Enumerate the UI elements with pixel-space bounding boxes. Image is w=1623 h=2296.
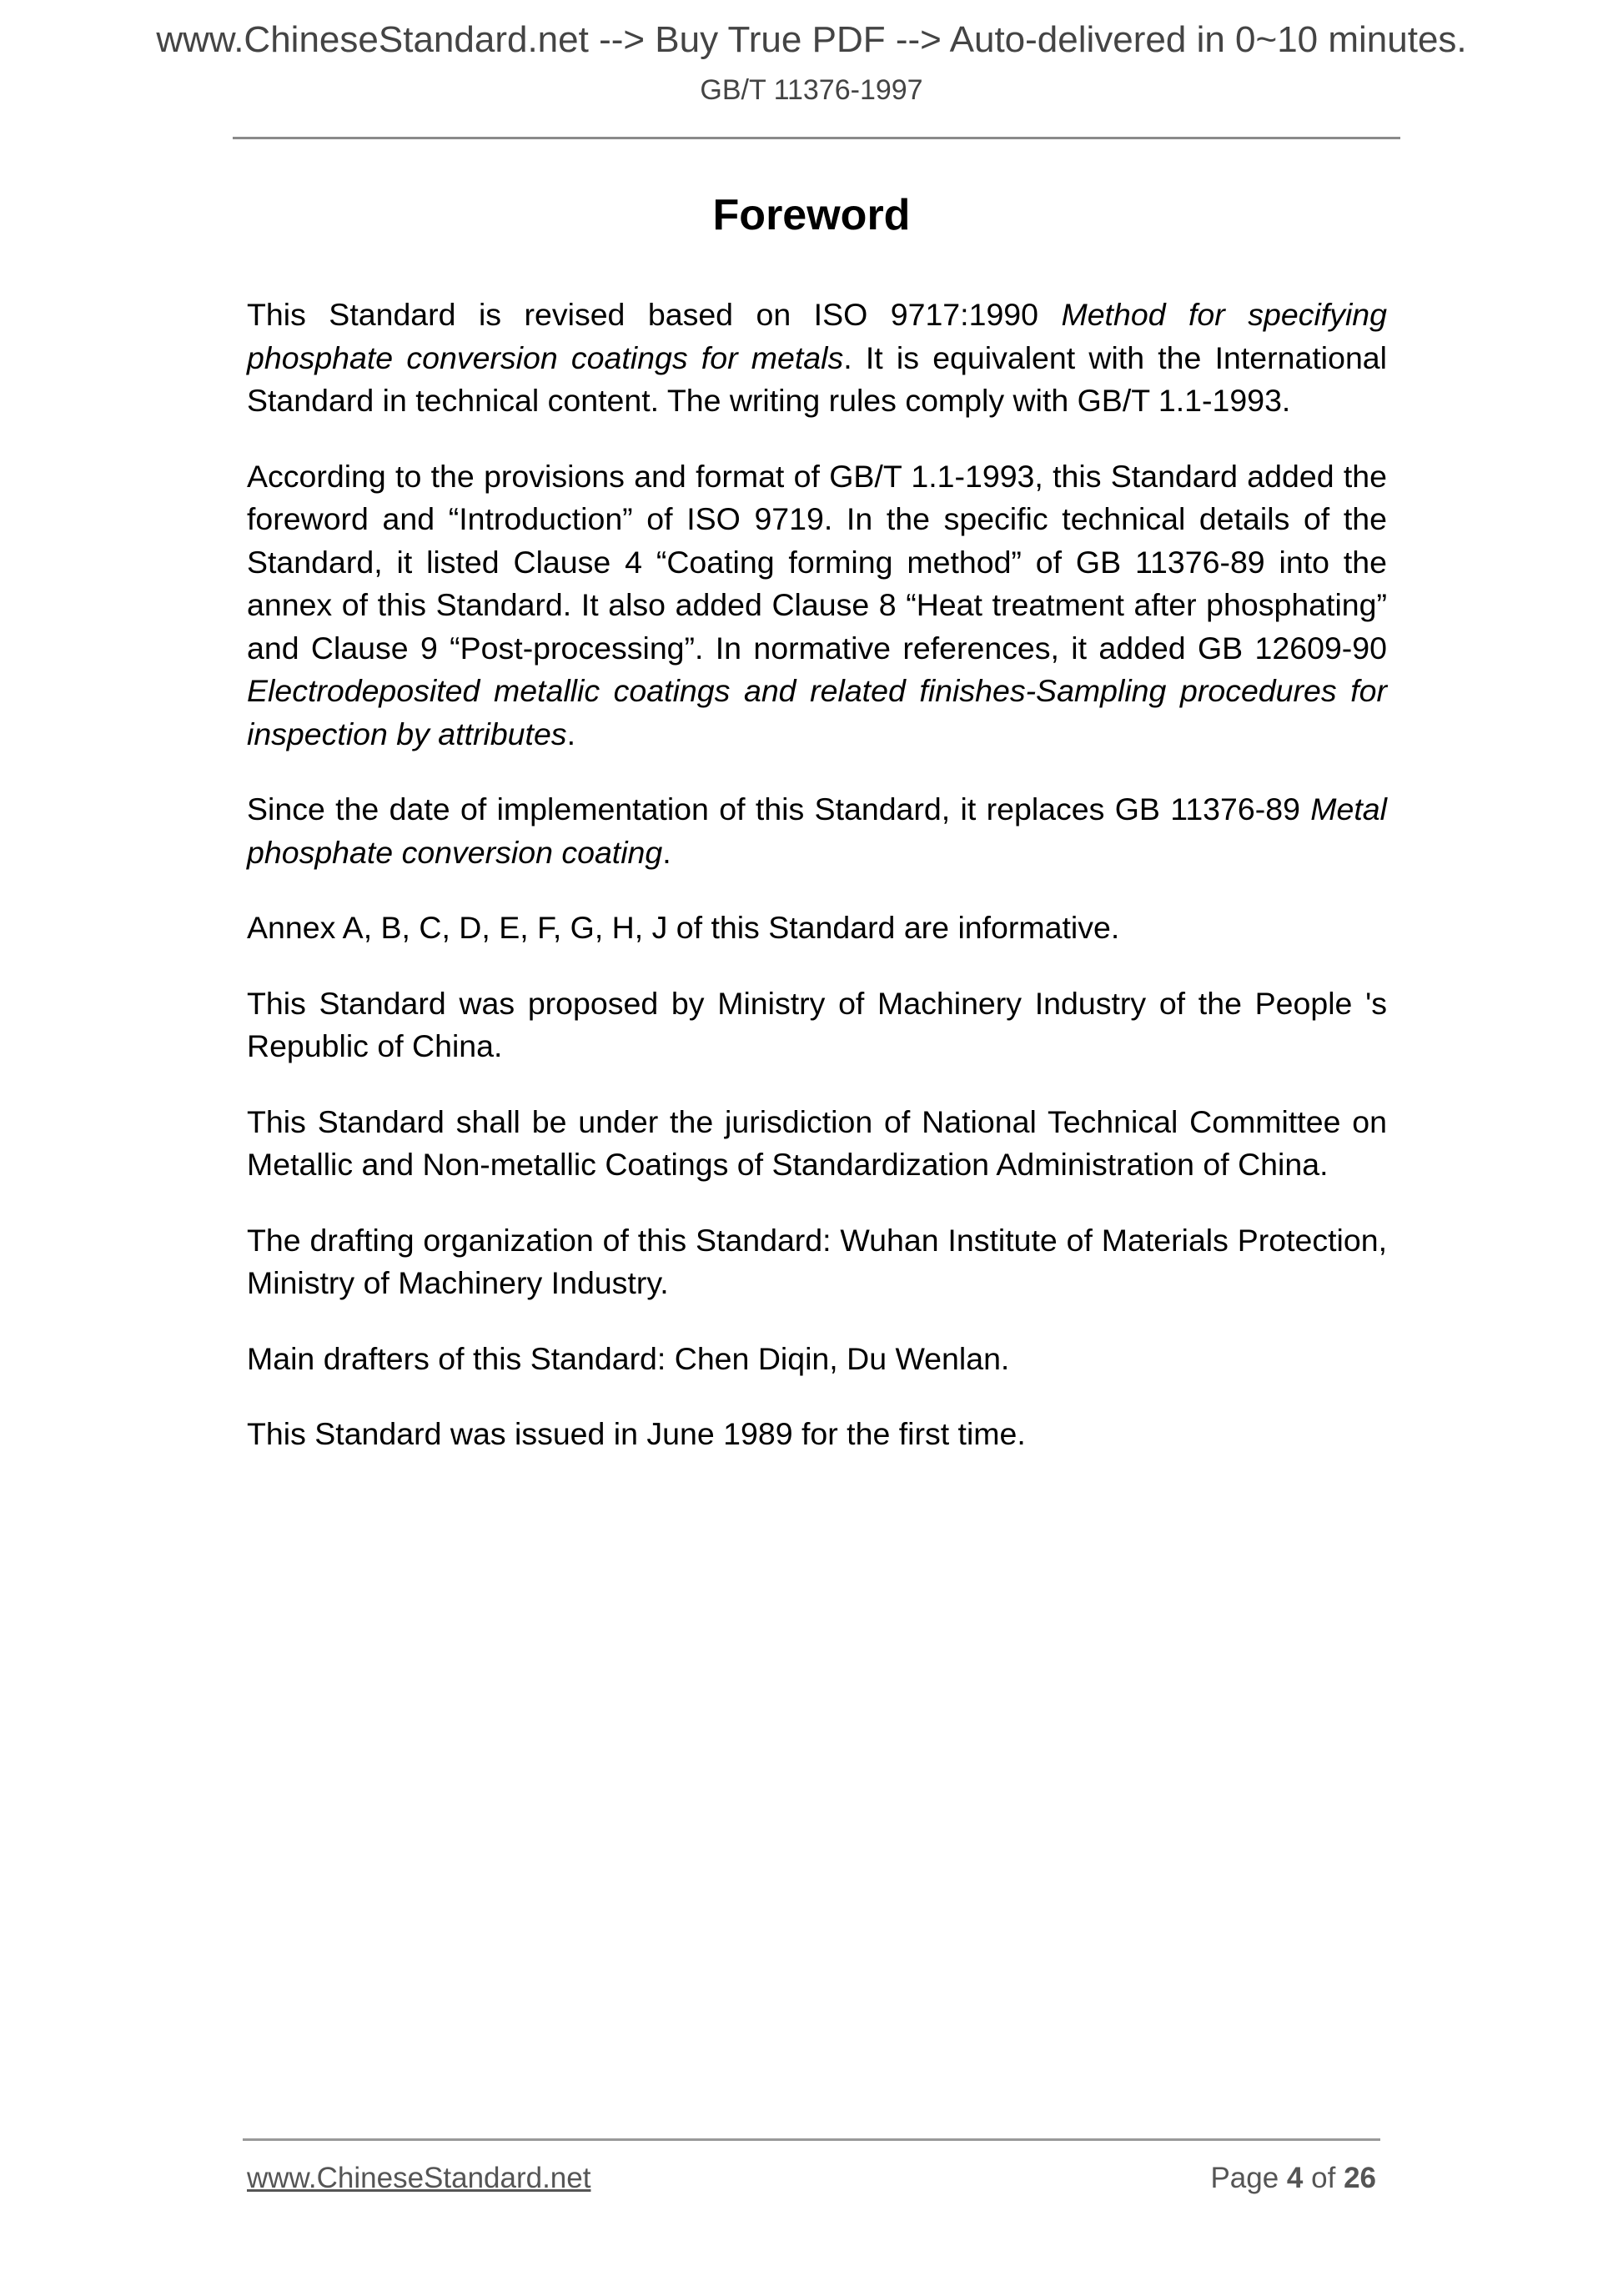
italic-title-text: Metal phosphate conversion coating [247, 791, 1387, 870]
paragraph-text: This Standard was issued in June 1989 for the first time. [247, 1416, 1026, 1451]
page-prefix: Page [1210, 2162, 1279, 2194]
paragraph [247, 455, 1387, 756]
paragraph-text: This Standard shall be under the jurisdiction of National Technical Committee on Metallic and Non-metallic Coatings of Standardization Administration of China. [247, 1103, 1387, 1182]
paragraph-text: Main drafters of this Standard: Chen Diqin, Du Wenlan. [247, 1340, 1010, 1376]
standard-code: GB/T 11376-1997 [700, 74, 923, 106]
paragraph [247, 1413, 1387, 1456]
italic-title-text: Method for specifying phosphate conversion coatings for metals [247, 297, 1387, 375]
paragraph-text: . [662, 834, 671, 870]
page-total: 26 [1344, 2162, 1376, 2194]
paragraph-text: Since the date of implementation of this Standard, it replaces GB 11376-89 [247, 791, 1311, 826]
page-indicator [1210, 2162, 1376, 2195]
paragraph-text: Annex A, B, C, D, E, F, G, H, J of this Standard are informative. [247, 910, 1120, 945]
paragraph-text: The drafting organization of this Standard: Wuhan Institute of Materials Protection, Ministry of Machinery Industry. [247, 1222, 1387, 1300]
page-of: of [1311, 2162, 1336, 2194]
paragraph [247, 1101, 1387, 1187]
paragraph [247, 294, 1387, 423]
paragraph-text: This Standard was proposed by Ministry of Machinery Industry of the People 's Republic of China. [247, 985, 1387, 1063]
page-current: 4 [1286, 2162, 1304, 2194]
paragraph-text: This Standard is revised based on ISO 9717:1990 [247, 297, 1062, 332]
page-title: Foreword [712, 191, 911, 239]
paragraph [247, 1219, 1387, 1305]
paragraph-text: . [566, 716, 575, 751]
header-banner: www.ChineseStandard.net --> Buy True PDF --> Auto-delivered in 0~10 minutes. [156, 19, 1467, 60]
footer-divider [243, 2138, 1380, 2141]
header-divider [233, 137, 1400, 139]
paragraph [247, 788, 1387, 874]
document-body [247, 294, 1387, 1489]
footer-website-link[interactable]: www.ChineseStandard.net [247, 2162, 591, 2194]
italic-title-text: Electrodeposited metallic coatings and related finishes-Sampling procedures for inspection by attributes [247, 673, 1387, 751]
paragraph-text: . It is equivalent with the International Standard in technical content. The writing rules comply with GB/T 1.1-1993. [247, 339, 1387, 418]
paragraph [247, 982, 1387, 1068]
paragraph [247, 1338, 1387, 1381]
paragraph [247, 907, 1387, 950]
paragraph-text: According to the provisions and format of GB/T 1.1-1993, this Standard added the foreword and “Introduction” of ISO 9719. In the specific technical details of the Standard, it listed Clause 4 “Coating forming method” of GB 11376-89 into the annex of this Standard. It also added Clause 8 “Heat treatment after phosphating” and Clause 9 “Post-processing”. In normative references, it added GB 12609-90 [247, 458, 1387, 666]
